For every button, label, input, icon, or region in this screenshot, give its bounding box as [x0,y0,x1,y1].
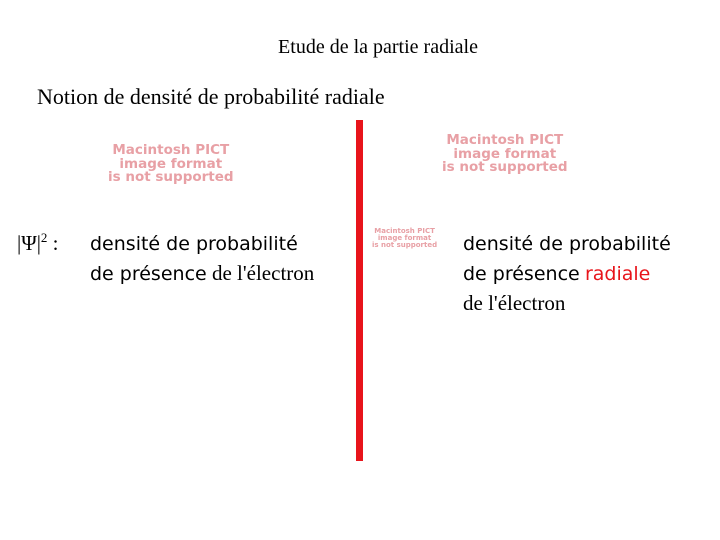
pict-line-3: is not supported [372,241,438,249]
unsupported-image-placeholder-small [372,228,437,249]
vertical-divider [356,120,363,461]
pict-line-1: Macintosh PICT [446,132,564,148]
psi-exponent: 2 [40,230,48,245]
pict-line-3: is not supported [108,169,234,185]
pict-line-3: is not supported [442,159,568,175]
pict-line-2: image format [377,234,432,242]
right-line-1: densité de probabilité [463,233,671,255]
psi-colon: : [47,231,59,255]
pict-line-1: Macintosh PICT [112,142,230,158]
left-definition [90,230,314,289]
right-line-2a: de présence [463,263,580,285]
slide-subtitle: Notion de densité de probabilité radiale [37,84,385,109]
right-line-2 [463,259,671,289]
right-line-2b-radiale: radiale [584,263,651,285]
unsupported-image-placeholder-right [442,134,568,175]
psi-squared-label [17,230,59,256]
unsupported-image-placeholder-left [108,144,234,185]
psi-symbol: |Ψ| [17,231,41,255]
left-line-2b: de l'électron [206,261,315,285]
left-line-2a: de présence [90,263,207,285]
slide-title: Etude de la partie radiale [278,36,478,58]
pict-line-1: Macintosh PICT [374,227,435,235]
pict-line-2: image format [453,145,557,162]
left-line-1: densité de probabilité [90,233,298,255]
left-line-2 [90,259,314,289]
right-line-3: de l'électron [463,291,566,315]
right-definition [463,230,671,318]
pict-line-2: image format [119,155,223,172]
